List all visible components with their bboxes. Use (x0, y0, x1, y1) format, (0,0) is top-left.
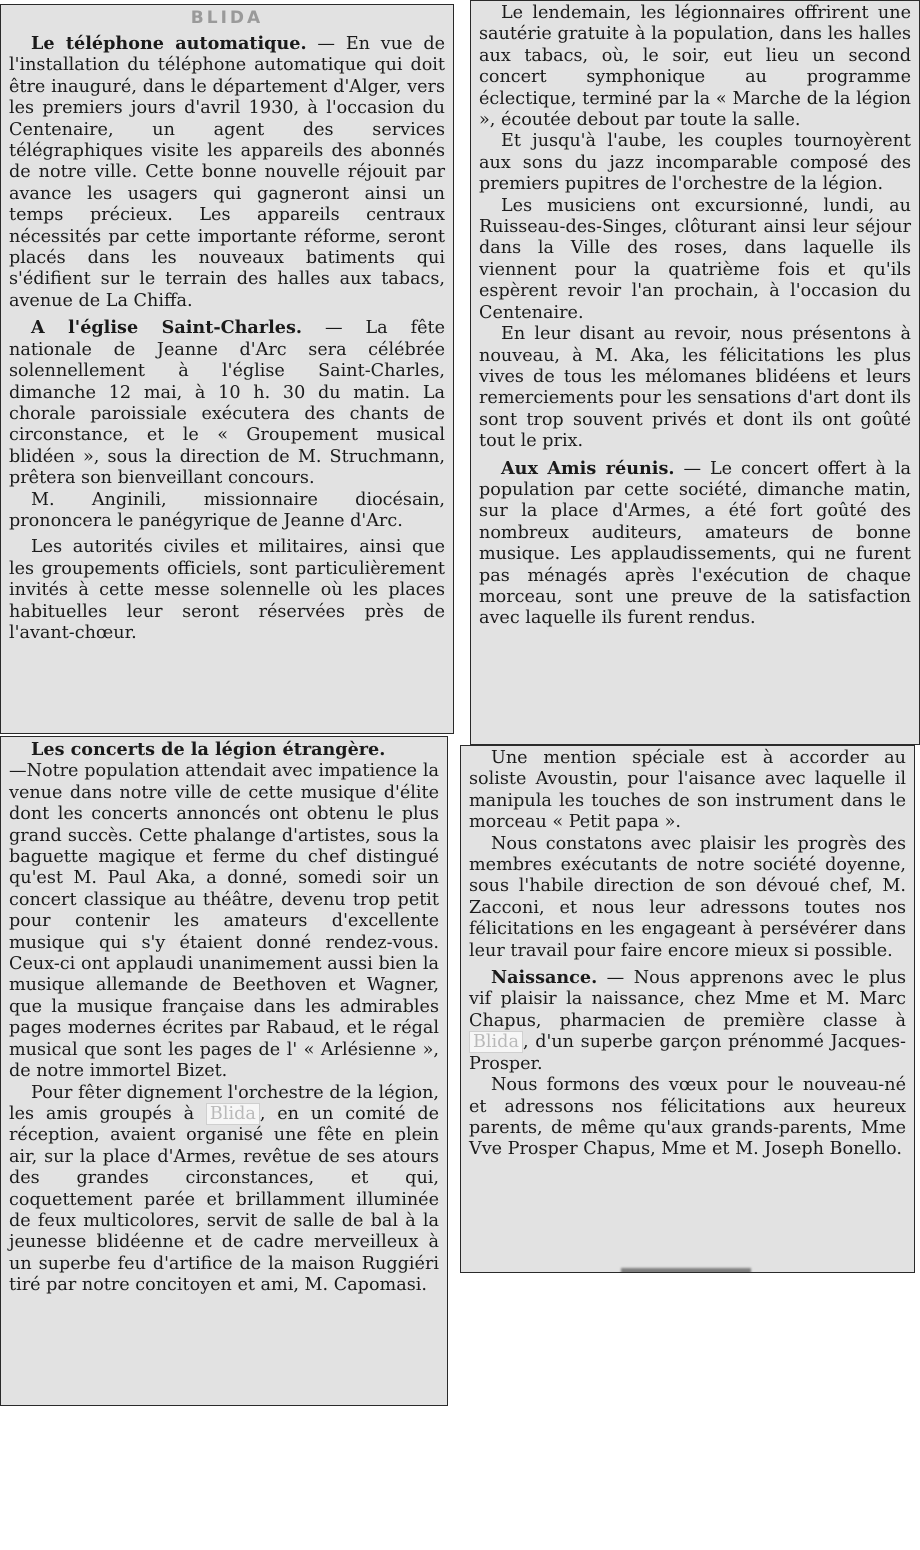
paragraph: En leur disant au revoir, nous présentons à nouveau, à M. Aka, les félicitations les plus vives de tous les mélomanes blidéens et leurs remerciements pour les sensations d'art dont ils sont trop souvent privés et dont ils ont goûté tout le prix. (479, 324, 911, 452)
paragraph: Le lendemain, les légionnaires offrirent une sautérie gratuite à la population, dans les halles aux tabacs, où, le soir, eut lieu un second concert symphonique au programme éclectique, terminé par la « Marche de la légion », écoutée debout par toute la salle. (479, 3, 911, 131)
paragraph-with-highlight: Pour fêter dignement l'orchestre de la légion, les amis groupés à Blida , en un comité de réception, avaient organisé une fête en plein air, sur la place d'Armes, revêtue de ses atours des grandes circonstances, et qui, coquettement parée et brillamment illuminée de feux multicolores, servit de salle de bal à la jeunesse blidéenne et de cadre merveilleux à un superbe feu d'artifice de la maison Ruggiéri tiré par notre concitoyen et ami, M. Capomasi. (9, 1082, 439, 1296)
article-telephone (9, 33, 445, 312)
paragraph: Et jusqu'à l'aube, les couples tournoyèrent aux sons du jazz incomparable composé des premiers pupitres de l'orchestre de la légion. (479, 131, 911, 195)
article-naissance: Naissance. — Nous apprenons avec le plus vif plaisir la naissance, chez Mme et M. Marc Chapus, pharmacien de première classe à Blida , d'un superbe garçon prénommé Jacques-Prosper. (469, 967, 906, 1074)
clipping-bottom-left (0, 736, 448, 1406)
cut-off-heading-fragment (621, 1268, 751, 1273)
town-kicker: BLIDA (190, 8, 264, 28)
headline-telephone: Le téléphone automatique. (31, 33, 307, 54)
clipping-top-right (470, 0, 920, 745)
article-eglise-body: — La fête nationale de Jeanne d'Arc sera célébrée solennellement à l'église Saint-Charles, dimanche 12 mai, à 10 h. 30 du matin. La chorale paroissiale exécutera des chants de circonstance, et le « Groupement musical blidéen », sous la direction de M. Struchmann, prêtera son bienveillant concours. (9, 318, 445, 489)
paragraph: Une mention spéciale est à accorder au soliste Avoustin, pour l'aisance avec laquelle il manipula les touches de son instrument dans le morceau « Petit papa ». (469, 748, 906, 833)
clipping-bottom-right (460, 745, 915, 1273)
highlight-blida: Blida (469, 1031, 523, 1053)
paragraph: M. Anginili, missionnaire diocésain, prononcera le panégyrique de Jeanne d'Arc. (9, 489, 445, 531)
paragraph: Les autorités civiles et militaires, ainsi que les groupements officiels, sont particulièrement invités à cette messe solennelle où les places habituelles leur seront réservées près de l'avant-chœur. (9, 537, 445, 643)
headline-eglise: A l'église Saint-Charles. (31, 317, 303, 339)
article-amis-reunis: Aux Amis réunis. — Le concert offert à la population par cette société, dimanche matin, sur la place d'Armes, a été fort goûté des nombreux auditeurs, amateurs de bonne musique. Les applaudissements, qui ne furent pas ménagés après l'exécution de chaque morceau, sont une preuve de la satisfaction avec laquelle ils furent rendus. (479, 457, 911, 629)
article-eglise (9, 317, 445, 489)
paragraph: Nous constatons avec plaisir les progrès des membres exécutants de notre société doyenne, sous l'habile direction de son dévoué chef, M. Zacconi, et nous leur adressons toutes nos félicitations en les engageant à persévérer dans leur travail pour faire encore mieux si possible. (469, 833, 906, 961)
article-telephone-body: — En vue de l'installation du téléphone automatique qui doit être inauguré, dans le département d'Alger, vers les premiers jours d'avril 1930, à l'occasion du Centenaire, un agent des services télégraphiques visite les appareils des abonnés de notre ville. Cette bonne nouvelle réjouit par avance les usagers qui gagneront ainsi un temps précieux. Les appareils centraux nécessités par cette importante réforme, seront placés dans les nouveaux batiments qui s'édifient sur le terrain des halles aux tabacs, avenue de La Chiffa. (9, 34, 445, 311)
headline-concerts: Les concerts de la légion étrangère. (31, 739, 386, 760)
headline-amis-reunis: Aux Amis réunis. (501, 457, 675, 479)
clipping-top-left (0, 4, 454, 734)
paragraph: —Notre population attendait avec impatience la venue dans notre ville de cette musique d'élite dont les concerts annoncés ont obtenu le plus grand succès. Cette phalange d'artistes, sous la baguette magique et ferme du chef distingué qu'est M. Paul Aka, a donné, somedi soir un concert classique au théâtre, devenu trop petit pour contenir les amateurs d'excellente musique qui s'y étaient donné rendez-vous. Ceux-ci ont applaudi unanimement aussi bien la musique allemande de Beethoven et Wagner, que la musique française dans les admirables pages modernes écrites par Rabaud, et le régal musical que sont les pages de l' « Arlésienne », de notre immortel Bizet. (9, 761, 439, 1082)
paragraph: Nous formons des vœux pour le nouveau-né et adressons nos félicitations aux heureux parents, de même qu'aux grands-parents, Mme Vve Prosper Chapus, Mme et M. Joseph Bonello. (469, 1075, 906, 1160)
paragraph: Les musiciens ont excursionné, lundi, au Ruisseau-des-Singes, clôturant ainsi leur séjour dans la Ville des roses, dans laquelle ils viennent pour la quatrième fois et qu'ils espèrent revoir l'an prochain, à l'occasion du Centenaire. (479, 195, 911, 323)
headline-naissance: Naissance. (491, 967, 598, 989)
highlight-blida: Blida (206, 1103, 260, 1125)
